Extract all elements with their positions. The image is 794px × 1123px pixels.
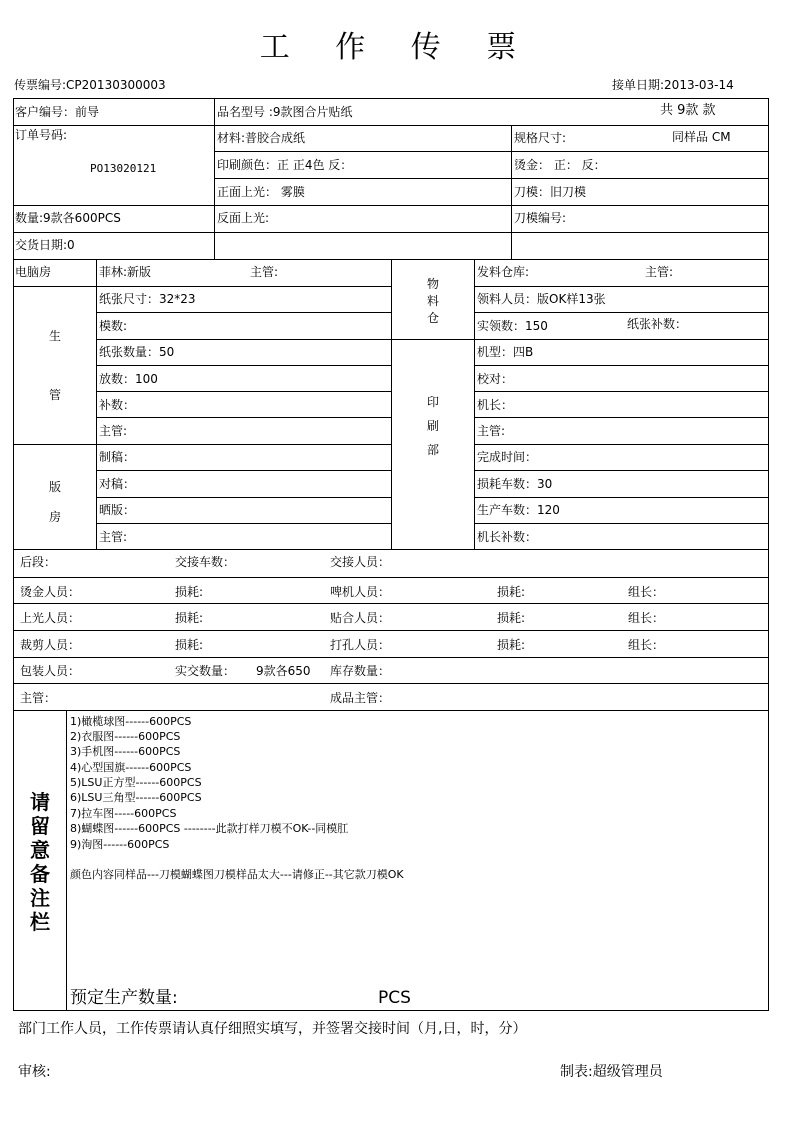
- paste-person: 贴合人员：: [330, 611, 391, 625]
- material: 材料:普胶合成纸: [217, 131, 306, 145]
- note-line: 1)橄榄球图------600PCS: [70, 715, 192, 728]
- plate-making: 制稿：: [99, 450, 136, 464]
- beer-person: 啤机人员：: [330, 585, 391, 599]
- handover-person: 交接人员：: [330, 555, 391, 569]
- machine-lead: 机长：: [477, 398, 514, 412]
- actual-delivered-label: 实交数量：: [175, 664, 236, 678]
- note-line: 9)洵图------600PCS: [70, 838, 170, 851]
- punch-person: 打孔人员：: [330, 638, 391, 652]
- computer-room-supervisor: 主管:: [250, 265, 279, 279]
- sun-plate: 晒版：: [99, 503, 136, 517]
- note-line: 6)LSU三角型------600PCS: [70, 791, 202, 804]
- check-draft: 对稿：: [99, 477, 136, 491]
- order-number-label: 订单号码:: [15, 128, 68, 142]
- planned-quantity-label: 预定生产数量:: [70, 988, 178, 1008]
- printing-supervisor: 主管:: [477, 424, 506, 438]
- instruction-text: 部门工作人员，工作传票请认真仔细照实填写，并签署交接时间（月,日，时，分）: [18, 1021, 527, 1037]
- style-count: 共 9款 款: [660, 103, 716, 118]
- review-label: 审核:: [18, 1064, 51, 1080]
- computer-room-label: 电脑房: [15, 265, 52, 279]
- punch-team-lead: 组长：: [628, 638, 665, 652]
- cut-person: 裁剪人员：: [20, 638, 81, 652]
- warehouse-supervisor: 主管:: [645, 265, 674, 279]
- ticket-number: 传票编号:CP20130300003: [14, 78, 166, 92]
- production-count: 生产车数：120: [477, 503, 560, 517]
- paper-size: 纸张尺寸：32*23: [99, 292, 196, 306]
- note-line: 2)衣服图------600PCS: [70, 730, 181, 743]
- beer-loss: 损耗:: [497, 585, 526, 599]
- post-stage: 后段：: [20, 555, 57, 569]
- die-cut: 刀模：旧刀模: [514, 185, 587, 199]
- foil-stamping: 烫金： 正： 反：: [514, 158, 606, 172]
- proofread: 校对：: [477, 372, 514, 386]
- handover-count: 交接车数：: [175, 555, 236, 569]
- actual-received: 实领数：150: [477, 319, 548, 333]
- spec-size-value: 同样品 CM: [672, 130, 731, 144]
- paste-team-lead: 组长：: [628, 611, 665, 625]
- quantity: 数量:9款各600PCS: [15, 211, 121, 225]
- mold-count: 模数:: [99, 319, 128, 333]
- order-date: 接单日期:2013-03-14: [612, 78, 734, 92]
- customer-number: 客户编号：前导: [15, 105, 100, 119]
- release-count: 放数：100: [99, 372, 158, 386]
- printing-dept-label: 印 刷 部: [426, 395, 439, 457]
- planned-quantity-unit: PCS: [378, 988, 411, 1008]
- stock-count: 库存数量：: [330, 664, 391, 678]
- gloss-loss: 损耗:: [175, 611, 204, 625]
- foil-person: 烫金人员：: [20, 585, 81, 599]
- supplement-count: 补数：: [99, 398, 136, 412]
- note-line: 4)心型国旗------600PCS: [70, 761, 192, 774]
- paper-supplement: 纸张补数：: [627, 317, 688, 331]
- machine-supplement: 机长补数：: [477, 530, 538, 544]
- punch-loss: 损耗:: [497, 638, 526, 652]
- notes-label: 请 留 意 备 注 栏: [30, 790, 50, 934]
- production-supervisor: 主管:: [99, 424, 128, 438]
- finish-time: 完成时间：: [477, 450, 538, 464]
- machine-type: 机型：四B: [477, 345, 534, 359]
- print-color: 印刷颜色：正 正4色 反：: [217, 158, 353, 172]
- post-supervisor: 主管：: [20, 691, 57, 705]
- material-warehouse-label: 物 料 仓: [426, 277, 439, 325]
- foil-loss: 损耗:: [175, 585, 204, 599]
- beer-team-lead: 组长：: [628, 585, 665, 599]
- production-label-2: 管: [48, 388, 61, 402]
- plate-room-label: 版 房: [48, 480, 61, 524]
- note-line: 颜色内容同样品---刀模蝴蝶图刀模样品太大---请修正--其它款刀模OK: [70, 868, 404, 881]
- order-number: PO13020121: [90, 162, 157, 175]
- plate-supervisor: 主管:: [99, 530, 128, 544]
- maker-label: 制表:超级管理员: [560, 1064, 663, 1080]
- note-line: 3)手机图------600PCS: [70, 745, 181, 758]
- die-number: 刀模编号:: [514, 211, 567, 225]
- product-supervisor: 成品主管：: [330, 691, 391, 705]
- cut-loss: 损耗:: [175, 638, 204, 652]
- gloss-person: 上光人员：: [20, 611, 81, 625]
- production-label: 生: [48, 329, 61, 343]
- product-model: 品名型号 :9款图合片贴纸: [217, 105, 353, 119]
- back-gloss: 反面上光:: [217, 211, 270, 225]
- spec-size-label: 规格尺寸:: [514, 131, 567, 145]
- page-title: 工 作 传 票: [259, 30, 535, 65]
- note-line: 5)LSU正方型------600PCS: [70, 776, 202, 789]
- actual-delivered-value: 9款各650: [256, 664, 311, 678]
- note-line: 8)蝴蝶图------600PCS --------此款打样刀模不OK--同模肛: [70, 822, 349, 835]
- paper-count: 纸张数量：50: [99, 345, 175, 359]
- material-receiver: 领料人员：版OK样13张: [477, 292, 606, 306]
- paste-loss: 损耗:: [497, 611, 526, 625]
- note-line: 7)拉车图-----600PCS: [70, 807, 177, 820]
- issue-warehouse: 发料仓库:: [477, 265, 530, 279]
- front-gloss: 正面上光： 雾膜: [217, 185, 305, 199]
- delivery-date: 交货日期:0: [15, 238, 75, 252]
- loss-count: 损耗车数：30: [477, 477, 553, 491]
- film: 菲林:新版: [99, 265, 152, 279]
- pack-person: 包装人员：: [20, 664, 81, 678]
